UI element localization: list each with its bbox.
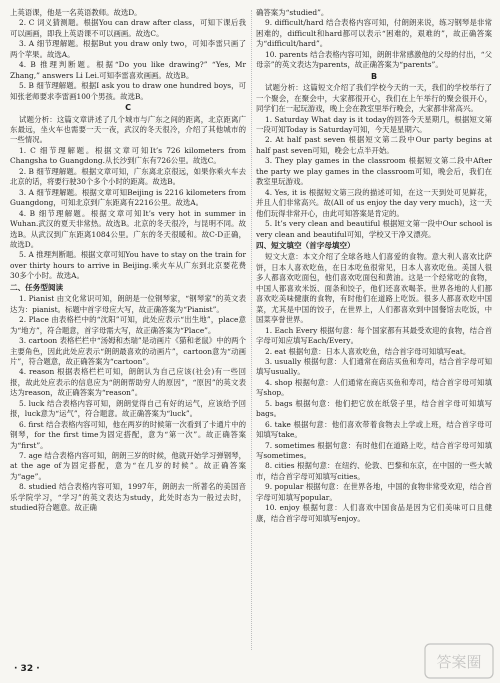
answer-paragraph: 3. cartoon 表格栏栏中“汤姆和杰瑞”是动画片《猫和老鼠》中的两个主要角色，因此此处应表示“朗朗最喜欢的动画片”，cartoon意为“动画片”，符合题意，故正确答案为“cartoon”。 bbox=[10, 336, 246, 366]
answer-paragraph: 3. A 细节理解题。根据文章可知Beijing is 2216 kilometers from Guangdong，可知北京到广东距离有2216公里。故选A。 bbox=[10, 187, 246, 208]
section-title: 四、短文填空（首字母填空） bbox=[256, 240, 355, 250]
answer-paragraph: 上英语课，他是一名英语教师。故选D。 bbox=[10, 8, 142, 17]
answer-page bbox=[10, 8, 492, 670]
answer-paragraph: 9. difficult/hard 结合表格内容可知，付朗朗来说，练习钢琴是非常困难的，difficult和hard都可以表示“困难的，艰难的”，故正确答案为“difficult/hard”。 bbox=[256, 18, 492, 49]
answer-paragraph: 3. A 细节理解题。根据But you draw only two，可知李雷只画了两个苹果。故选A。 bbox=[10, 39, 246, 59]
answer-paragraph: 7. age 结合表格内容可知，朗朗三岁的时候，他就开始学习弹钢琴，at the age of为固定搭配，意为“在几岁的时候”。故正确答案为“age”。 bbox=[10, 451, 246, 481]
answer-paragraph: 短文大意：本文介绍了全球各地人们喜爱的食物。意大利人喜欢比萨饼，日本人喜欢吃鱼，在日本吃鱼很常见，日本人喜欢吃鱼。美国人很多人都喜欢吃面包，他们喜欢吃面包和黄油。这是一个经常吃的食物，中国人都喜欢米饭、面条和饺子，他们还喜欢喝茶。世界各地的人们都喜欢吃美味健康的食物，有时他们在道路上吃饭。很多人都喜欢吃中国菜，尤其是中国的饺子，在世界上，人们都喜欢到中国餐馆去吃饭，中国菜享誉世界。 bbox=[256, 252, 492, 325]
answer-paragraph: 确答案为“studied”。 bbox=[256, 8, 329, 17]
answer-paragraph: 试题分析：这篇短文介绍了我们学校今天的一天，我们的学校举行了一个聚会，在聚会中，大家都很开心，我们在上午举行的聚会很开心，同学们在一起玩游戏，晚上会在教室里举行晚会，大家都非常高兴。 bbox=[256, 83, 492, 114]
answer-paragraph: 1. Saturday What day is it today的回答今天星期几，根据短文第一段可知Today is Saturday可知，今天是星期六。 bbox=[256, 114, 492, 134]
answer-paragraph: 2. At half past seven 根据短文第二段中Our party begins at half past seven可知，晚会七点半开始。 bbox=[256, 135, 492, 155]
answer-paragraph: 1. C 细节理解题。根据文章可知It’s 726 kilometers from Changsha to Guangdong.从长沙到广东有726公里。故选C。 bbox=[10, 145, 246, 166]
answer-paragraph: 5. A 推理判断题。根据文章可知You have to stay on the train for over thirty hours to arrive in Beijing.乘火车从广东到北京要花费30多个小时。故选A。 bbox=[10, 250, 246, 281]
answer-paragraph: 2. B 细节理解题。根据文章可知，广东离北京很远，如果你乘火车去北京的话，将要行驶30个多个小时的距离。故选B。 bbox=[10, 166, 246, 187]
answer-paragraph: 试题分析：这篇文章讲述了几个城市与广东之间的距离，北京距离广东最远，坐火车也需要一天一夜，武汉的冬天很冷，介绍了其他城市的一些情况。 bbox=[10, 114, 246, 145]
section-letter: C bbox=[125, 103, 131, 113]
answer-paragraph: 2. eat 根据句意：日本人喜欢吃鱼，结合首字母可知填写eat。 bbox=[265, 346, 471, 356]
answer-paragraph: 1. Pianist 由文化常识可知，朗朗是一位钢琴家，“钢琴家”的英文表达为：pianist。标题中首字母应大写，故正确答案为“Pianist”。 bbox=[10, 294, 246, 314]
answer-paragraph: 6. take 根据句意：他们喜欢带着食物去上学或上班，结合首字母可知填写take。 bbox=[256, 419, 492, 440]
answer-paragraph: 9. popular 根据句意：在世界各地，中国的食物非常受欢迎，结合首字母可知填写popular。 bbox=[256, 482, 492, 502]
answer-paragraph: 5. luck 结合表格内容可知，朗朗觉得自己有好的运气，应该给予回报，luck意为“运气”，符合题意。故正确答案为“luck”。 bbox=[10, 398, 246, 419]
answer-paragraph: 5. B 细节理解题。根据I ask you to draw one hundred boys，可知张老师要求李雷画100个男孩。故选B。 bbox=[10, 81, 246, 101]
answer-paragraph: 4. B 细节理解题。根据文章可知It’s very hot in summer in Wuhan.武汉的夏天非常热。故选B。北京的冬天很冷，与昆明不同。故选B。从武汉到广东距离1084公里。广东的冬天很暖和。故C-D正确，故选D。 bbox=[10, 208, 246, 249]
answer-paragraph: 10. parents 结合表格内容可知，朗朗非常感激他的父母的付出，“父母亲”的英文表达为parents，故正确答案为“parents”。 bbox=[256, 49, 492, 70]
answer-paragraph: 2. C 词义猜测题。根据You can draw after class，可知下课后我可以画画，即我上英语课不可以画画。故选C。 bbox=[10, 18, 246, 38]
answer-paragraph: 8. cities 根据句意：在纽约、伦敦、巴黎和东京，在中国的一些大城市，结合首字母可知填写cities。 bbox=[256, 461, 492, 481]
page-number: · 32 · bbox=[14, 664, 40, 674]
answer-paragraph: 1. Each Every 根据句意：每个国家都有其最受欢迎的食物，结合首字母可知应填写Each/Every。 bbox=[256, 325, 492, 346]
left-column bbox=[10, 8, 246, 514]
answer-paragraph: 6. first 结合表格内容可知，他在两岁的时候第一次看到了卡通片中的钢琴，for the first time为固定搭配，意为“第一次”。故正确答案为“first”。 bbox=[10, 419, 246, 450]
watermark-stamp-icon bbox=[424, 643, 494, 679]
section-title: 二、任务型阅读 bbox=[10, 282, 64, 292]
answer-paragraph: 4. shop 根据句意：人们通常在商店买鱼和寿司，结合首字母可知填写shop。 bbox=[256, 377, 492, 398]
answer-paragraph: 5. It’s very clean and beautiful 根据短文第一段中Our school is very clean and beautiful可知，学校又干净又漂亮。 bbox=[256, 219, 492, 239]
answer-paragraph: 10. enjoy 根据句意：人们喜欢中国食品是因为它们美味可口且健康，结合首字母可知填写enjoy。 bbox=[256, 503, 492, 523]
answer-paragraph: 3. They play games in the classroom 根据短文第二段中After the party we play games in the classroom可知，晚会后，我们在教室里玩游戏。 bbox=[256, 156, 492, 187]
answer-paragraph: 8. studied 结合表格内容可知，1997年，朗朗去一所著名的美国音乐学院学习，“学习”的英文表达为study，此处时态为一般过去时，studied符合题意。故正确 bbox=[10, 482, 246, 513]
answer-paragraph: 2. Place 由表格栏中的“沈阳”可知，此处应表示“出生地”，place意为“地方”，符合题意，首字母需大写，故正确答案为“Place”。 bbox=[10, 315, 246, 335]
answer-paragraph: 5. bags 根据句意：他们把它放在纸袋子里，结合首字母可知填写bags。 bbox=[256, 398, 492, 419]
answer-paragraph: 4. Yes, it is 根据短文第三段的描述可知，在这一天到处可见鲜花，并且人们非常高兴。故(All of us enjoy the day very much)，这一天他们玩得非常开心，由此可知答案是肯定的。 bbox=[256, 187, 492, 218]
answer-paragraph: 3. usually 根据句意：人们通常在商店买鱼和寿司，结合首字母可知填写usually。 bbox=[256, 356, 492, 377]
answer-paragraph: 4. B 推理判断题。根据“Do you like drawing?” “Yes, Mr Zhang,” answers Li Lei.可知李雷喜欢画画。故选B。 bbox=[10, 60, 246, 80]
answer-paragraph: 4. reason 根据表格栏栏可知，朗朗认为自己应该(社会)有一些回报，故此处应表示的信息应为“朗朗帮助穷人的原因”，“原因”的英文表达为reason，故正确答案为“reason”。 bbox=[10, 367, 246, 398]
right-column bbox=[256, 8, 492, 524]
section-letter: B bbox=[370, 71, 378, 81]
column-divider bbox=[251, 10, 252, 650]
answer-paragraph: 7. sometimes 根据句意：有时他们在道路上吃，结合首字母可知填写sometimes。 bbox=[256, 440, 492, 461]
watermark-text: 答案圈 bbox=[436, 653, 482, 671]
